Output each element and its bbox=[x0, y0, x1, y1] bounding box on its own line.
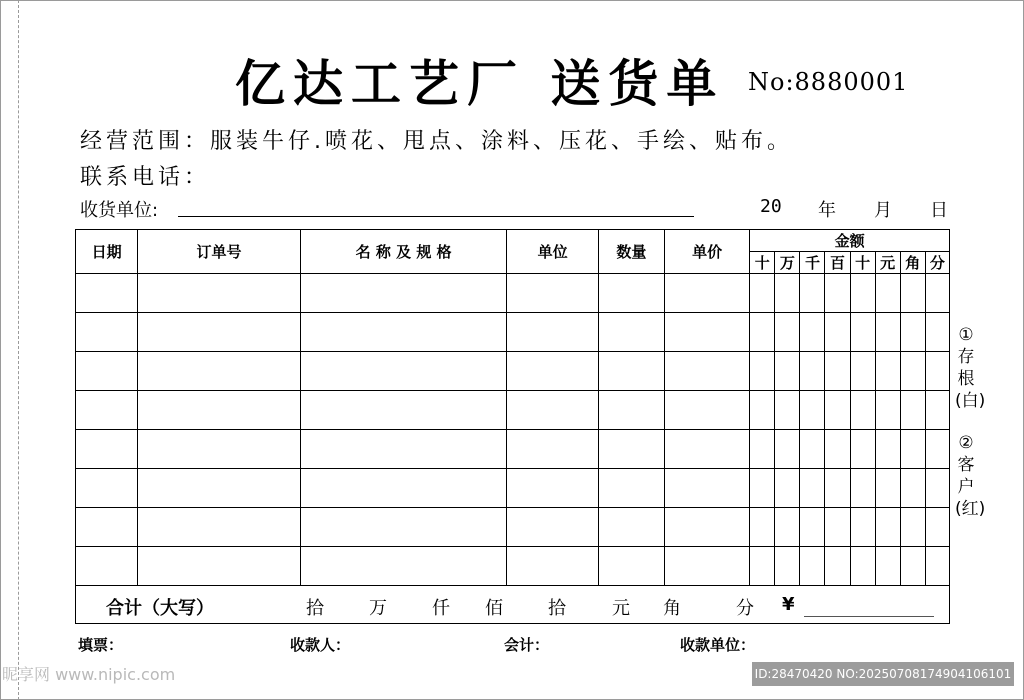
table-cell[interactable] bbox=[850, 508, 875, 547]
payee-label: 收款人： bbox=[290, 636, 351, 654]
table-cell[interactable] bbox=[775, 274, 800, 313]
table-cell[interactable] bbox=[850, 274, 875, 313]
document-title: 亿达工艺厂 送货单 bbox=[235, 54, 725, 113]
table-cell[interactable] bbox=[598, 508, 664, 547]
table-cell[interactable] bbox=[875, 274, 900, 313]
table-cell[interactable] bbox=[925, 274, 949, 313]
total-unit: 仟 bbox=[432, 598, 450, 619]
table-row bbox=[76, 274, 950, 313]
table-cell[interactable] bbox=[300, 508, 507, 547]
table-cell[interactable] bbox=[825, 352, 850, 391]
col-quantity: 数量 bbox=[598, 230, 664, 274]
table-cell[interactable] bbox=[750, 508, 775, 547]
table-cell[interactable] bbox=[598, 352, 664, 391]
table-cell[interactable] bbox=[507, 313, 598, 352]
col-order-no: 订单号 bbox=[138, 230, 301, 274]
total-unit: 万 bbox=[369, 598, 387, 619]
table-cell[interactable] bbox=[825, 508, 850, 547]
table-cell[interactable] bbox=[925, 469, 949, 508]
table-cell[interactable] bbox=[900, 352, 925, 391]
table-cell[interactable] bbox=[925, 430, 949, 469]
table-cell[interactable] bbox=[664, 547, 749, 586]
table-cell[interactable] bbox=[76, 430, 138, 469]
delivery-table bbox=[75, 229, 950, 624]
table-cell[interactable] bbox=[507, 508, 598, 547]
col-name-spec: 名 称 及 规 格 bbox=[300, 230, 507, 274]
table-cell[interactable] bbox=[664, 469, 749, 508]
perforation-line bbox=[18, 0, 19, 700]
table-cell[interactable] bbox=[825, 469, 850, 508]
table-cell[interactable] bbox=[775, 547, 800, 586]
table-cell[interactable] bbox=[750, 430, 775, 469]
table-cell[interactable] bbox=[925, 547, 949, 586]
table-cell[interactable] bbox=[875, 352, 900, 391]
table-cell[interactable] bbox=[925, 313, 949, 352]
table-cell[interactable] bbox=[138, 274, 301, 313]
table-cell[interactable] bbox=[76, 391, 138, 430]
table-cell[interactable] bbox=[900, 469, 925, 508]
table-cell[interactable] bbox=[850, 313, 875, 352]
table-cell[interactable] bbox=[598, 469, 664, 508]
table-cell[interactable] bbox=[138, 430, 301, 469]
col-amount: 金额 bbox=[750, 230, 950, 252]
watermark-site: 昵享网 www.nipic.com bbox=[2, 665, 176, 684]
receiver-underline bbox=[178, 216, 694, 217]
amount-digit: 十 bbox=[850, 252, 875, 274]
table-cell[interactable] bbox=[664, 391, 749, 430]
table-cell[interactable] bbox=[76, 274, 138, 313]
table-cell[interactable] bbox=[750, 547, 775, 586]
table-cell[interactable] bbox=[664, 508, 749, 547]
amount-digit: 分 bbox=[925, 252, 949, 274]
table-cell[interactable] bbox=[750, 352, 775, 391]
table-cell[interactable] bbox=[507, 352, 598, 391]
yen-sign: ¥ bbox=[782, 594, 795, 615]
table-cell[interactable] bbox=[875, 313, 900, 352]
date-year-unit: 年 bbox=[818, 200, 836, 221]
table-cell[interactable] bbox=[900, 313, 925, 352]
table-cell[interactable] bbox=[875, 508, 900, 547]
date-year: 20 bbox=[760, 196, 782, 217]
table-cell[interactable] bbox=[664, 313, 749, 352]
table-row bbox=[76, 547, 950, 586]
table-cell[interactable] bbox=[900, 391, 925, 430]
table-cell[interactable] bbox=[76, 547, 138, 586]
table-cell[interactable] bbox=[76, 508, 138, 547]
business-scope: 经营范围：服装牛仔.喷花、甩点、涂料、压花、手绘、贴布。 bbox=[80, 129, 793, 154]
total-unit: 角 bbox=[663, 598, 681, 619]
table-cell[interactable] bbox=[850, 430, 875, 469]
table-row bbox=[76, 313, 950, 352]
total-unit: 拾 bbox=[548, 598, 566, 619]
table-cell[interactable] bbox=[800, 469, 825, 508]
table-cell[interactable] bbox=[850, 352, 875, 391]
table-row bbox=[76, 430, 950, 469]
table-cell[interactable] bbox=[850, 469, 875, 508]
table-cell[interactable] bbox=[775, 313, 800, 352]
table-cell[interactable] bbox=[598, 547, 664, 586]
yen-underline bbox=[804, 616, 934, 617]
serial-number: No:8880001 bbox=[748, 68, 909, 96]
table-cell[interactable] bbox=[507, 391, 598, 430]
table-cell[interactable] bbox=[750, 469, 775, 508]
table-cell[interactable] bbox=[775, 430, 800, 469]
date-month-unit: 月 bbox=[874, 200, 892, 221]
receiver-label: 收货单位: bbox=[80, 200, 159, 221]
table-row bbox=[76, 508, 950, 547]
table-cell[interactable] bbox=[138, 313, 301, 352]
table-cell[interactable] bbox=[825, 274, 850, 313]
accountant-label: 会计： bbox=[504, 636, 550, 654]
table-cell[interactable] bbox=[300, 430, 507, 469]
table-cell[interactable] bbox=[875, 547, 900, 586]
amount-digit: 千 bbox=[800, 252, 825, 274]
table-cell[interactable] bbox=[875, 430, 900, 469]
amount-digit: 元 bbox=[875, 252, 900, 274]
copy-label-customer: ②客户(红) bbox=[955, 433, 986, 519]
filler-label: 填票： bbox=[78, 636, 124, 654]
table-cell[interactable] bbox=[925, 391, 949, 430]
table-cell[interactable] bbox=[775, 508, 800, 547]
table-row bbox=[76, 352, 950, 391]
table-cell[interactable] bbox=[800, 547, 825, 586]
table-cell[interactable] bbox=[507, 547, 598, 586]
table-cell[interactable] bbox=[300, 313, 507, 352]
table-cell[interactable] bbox=[800, 391, 825, 430]
table-cell[interactable] bbox=[76, 469, 138, 508]
table-cell[interactable] bbox=[300, 352, 507, 391]
amount-digit: 十 bbox=[750, 252, 775, 274]
table-cell[interactable] bbox=[300, 547, 507, 586]
table-cell[interactable] bbox=[598, 313, 664, 352]
table-cell[interactable] bbox=[800, 313, 825, 352]
copy-label-stub: ①存根(白) bbox=[955, 325, 986, 411]
table-cell[interactable] bbox=[507, 274, 598, 313]
date-day-unit: 日 bbox=[930, 200, 948, 221]
table-row bbox=[76, 391, 950, 430]
col-date: 日期 bbox=[76, 230, 138, 274]
amount-digit: 百 bbox=[825, 252, 850, 274]
table-cell[interactable] bbox=[664, 430, 749, 469]
phone-label: 联系电话： bbox=[80, 165, 211, 190]
table-cell[interactable] bbox=[900, 547, 925, 586]
table-cell[interactable] bbox=[875, 469, 900, 508]
table-cell[interactable] bbox=[138, 469, 301, 508]
table-cell[interactable] bbox=[825, 430, 850, 469]
total-unit: 元 bbox=[612, 598, 630, 619]
table-row bbox=[76, 469, 950, 508]
table-cell[interactable] bbox=[925, 352, 949, 391]
table-cell[interactable] bbox=[138, 352, 301, 391]
table-cell[interactable] bbox=[300, 469, 507, 508]
payee-unit-label: 收款单位： bbox=[680, 636, 756, 654]
table-cell[interactable] bbox=[750, 313, 775, 352]
table-cell[interactable] bbox=[850, 391, 875, 430]
total-unit: 分 bbox=[736, 598, 754, 619]
total-label: 合计（大写） bbox=[106, 598, 214, 619]
table-cell[interactable] bbox=[900, 274, 925, 313]
table-cell[interactable] bbox=[750, 274, 775, 313]
amount-digit: 角 bbox=[900, 252, 925, 274]
table-cell[interactable] bbox=[664, 274, 749, 313]
table-cell[interactable] bbox=[800, 274, 825, 313]
table-cell[interactable] bbox=[750, 391, 775, 430]
table-cell[interactable] bbox=[76, 352, 138, 391]
table-cell[interactable] bbox=[138, 547, 301, 586]
table-cell[interactable] bbox=[138, 391, 301, 430]
table-cell[interactable] bbox=[300, 391, 507, 430]
col-unit: 单位 bbox=[507, 230, 598, 274]
table-cell[interactable] bbox=[664, 352, 749, 391]
table-cell[interactable] bbox=[800, 508, 825, 547]
total-unit: 佰 bbox=[485, 598, 503, 619]
table-cell[interactable] bbox=[775, 469, 800, 508]
table-cell[interactable] bbox=[825, 313, 850, 352]
table-cell[interactable] bbox=[138, 508, 301, 547]
table-cell[interactable] bbox=[900, 508, 925, 547]
table-cell[interactable] bbox=[925, 508, 949, 547]
table-cell[interactable] bbox=[598, 274, 664, 313]
table-cell[interactable] bbox=[875, 391, 900, 430]
table-cell[interactable] bbox=[775, 352, 800, 391]
total-unit: 拾 bbox=[306, 598, 324, 619]
table-cell[interactable] bbox=[800, 352, 825, 391]
table-cell[interactable] bbox=[507, 430, 598, 469]
table-cell[interactable] bbox=[825, 547, 850, 586]
table-cell[interactable] bbox=[76, 313, 138, 352]
total-row bbox=[76, 586, 950, 624]
watermark-id: ID:28470420 NO:20250708174904106101 bbox=[752, 662, 1014, 686]
amount-digit: 万 bbox=[775, 252, 800, 274]
table-cell[interactable] bbox=[300, 274, 507, 313]
col-unit-price: 单价 bbox=[664, 230, 749, 274]
table-cell[interactable] bbox=[598, 430, 664, 469]
table-cell[interactable] bbox=[598, 391, 664, 430]
table-cell[interactable] bbox=[825, 391, 850, 430]
table-cell[interactable] bbox=[507, 469, 598, 508]
table-cell[interactable] bbox=[775, 391, 800, 430]
table-cell[interactable] bbox=[850, 547, 875, 586]
table-cell[interactable] bbox=[800, 430, 825, 469]
table-cell[interactable] bbox=[900, 430, 925, 469]
